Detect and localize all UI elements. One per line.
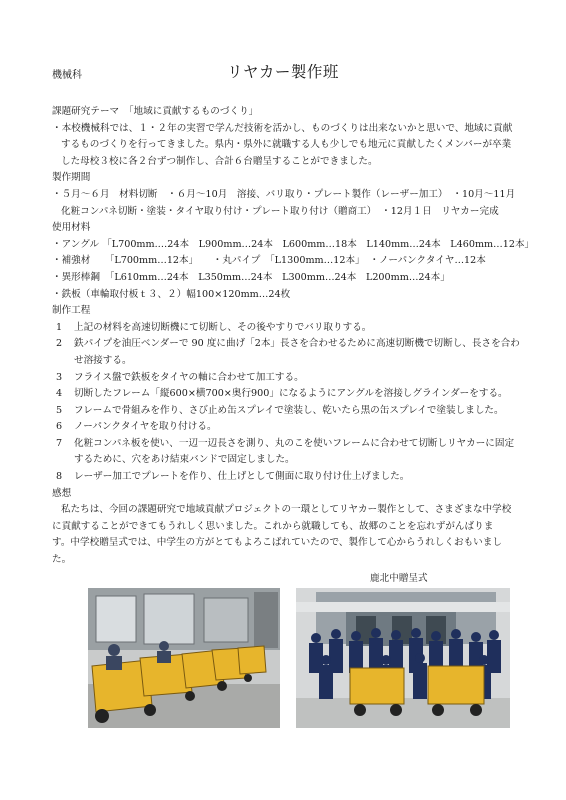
impression-line: す。中学校贈呈式では、中学生の方がとてもよろこばれていたので、製作して心からうれしくおもいまし [52,537,502,549]
material-line: ・鉄板（車輪取付板ｔ３、２）幅100×120mm…24枚 [52,288,291,300]
step-number: 5 [56,404,63,416]
process-step [52,320,536,337]
impression-line: た。 [52,554,72,566]
theme-body-line: ・本校機械科では、１・２年の実習で学んだ技術を活かし、ものづくりは出来ないかと思いで、地域に貢献 [52,122,513,134]
step-text: せ溶接する。 [74,354,132,366]
process-step [52,386,536,403]
impression-line: 私たちは、今回の課題研究で地域貢献プロジェクトの一環としてリヤカー製作として、さまざまな中学校 [61,504,512,516]
step-text: 上記の材料を高速切断機にて切断し、その後やすりでバリ取りする。 [74,321,372,333]
department-label: 機械科 [52,70,82,81]
process-step [52,403,536,420]
photo-caption: 鹿北中贈呈式 [370,573,428,584]
document-body [52,104,536,569]
process-heading: 制作工程 [52,305,91,317]
process-step [52,336,536,369]
workshop-photo-image [88,588,280,728]
process-step [52,370,536,387]
step-number: 6 [56,421,63,433]
page-title: リヤカー製作班 [227,63,339,81]
ceremony-photo-image [296,588,510,728]
step-text: するために、穴をあけ結束バンドで固定しました。 [74,454,295,466]
ceremony-photo [296,588,510,728]
step-text: フライス盤で鉄板をタイヤの軸に合わせて加工する。 [74,371,304,383]
workshop-photo [88,588,280,728]
step-number: 1 [56,321,63,333]
theme-body-line: した母校３校に各２台ずつ制作し、合計６台贈呈することができました。 [61,155,378,167]
period-line: 化粧コンパネ切断・塗装・タイヤ取り付け・プレート取り付け（贈商工） ・12月１日 リヤカー完成 [61,205,499,217]
step-number: 7 [56,437,63,449]
process-step [52,419,536,436]
process-steps [52,320,536,486]
theme-body-line: するものづくりを行ってきました。県内・県外に就職する人も少しでも地元に貢献したくメンバーが卒業 [61,139,512,151]
step-text: 鉄パイプを油圧ベンダーで 90 度に曲げ「2本」長さを合わせるために高速切断機で切断し、長さを合わ [74,338,520,350]
material-line: ・アングル 「L700mm.…24本 L900mm…24本 L600mm…18本 L140mm…24本 L460mm…12本」 [52,238,535,250]
step-text: フレームで骨組みを作り、さび止め缶スプレイで塗装し、乾いたら黒の缶スプレイで塗装しました。 [74,404,504,416]
materials-heading: 使用材料 [52,222,91,234]
period-heading: 製作期間 [52,172,91,184]
period-line: ・５月～６月 材料切断 ・６月～10月 溶接、バリ取り・プレート製作（レーザー加工） ・10月～11月 [52,188,516,200]
material-line: ・補強材 「L700mm…12本」 ・丸パイプ 「L1300mm…12本」 ・ノーパンクタイヤ…12本 [52,255,486,267]
step-number: 3 [56,371,63,383]
process-step [52,469,536,486]
material-line: ・異形棒鋼 「L610mm…24本 L350mm…24本 L300mm…24本 L200mm…24本」 [52,271,450,283]
impression-line: に貢献することができてもうれしく思いました。これから就職しても、故郷のことを忘れずがんばりま [52,520,494,532]
impression-heading: 感想 [52,487,72,499]
process-step [52,436,536,469]
theme-line: 課題研究テーマ 「地域に貢献するものづくり」 [52,106,259,117]
step-text: 切断したフレーム「縦600×横700×奥行900」になるようにアングルを溶接しグラインダーをする。 [74,388,508,400]
step-number: 8 [56,471,63,483]
step-text: 化粧コンパネ板を使い、一辺一辺長さを測り、丸のこを使いフレームに合わせて切断しリヤカーに固定 [74,437,515,449]
step-text: ノーパンクタイヤを取り付ける。 [74,421,217,433]
step-text: レーザー加工でプレートを作り、仕上げとして側面に取り付け仕上げました。 [74,471,410,483]
step-number: 4 [56,388,63,400]
step-number: 2 [56,338,63,350]
